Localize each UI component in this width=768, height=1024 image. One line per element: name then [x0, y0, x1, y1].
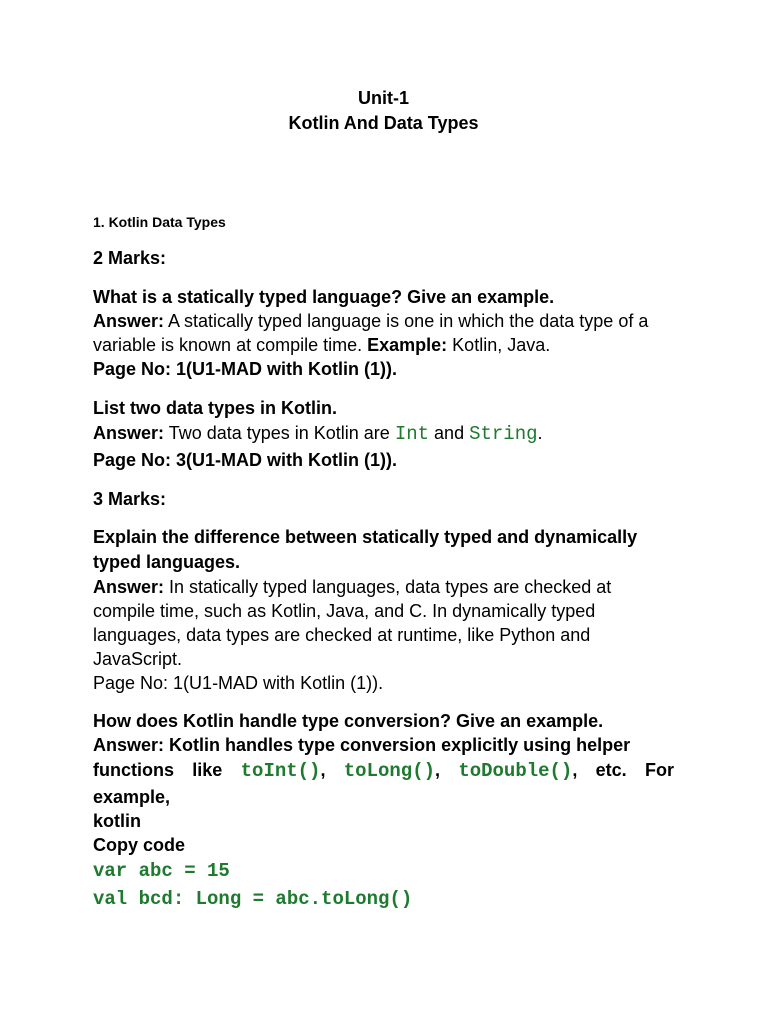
answer-functions-post: , etc. For — [572, 760, 674, 780]
answer-label: Answer: — [93, 577, 165, 597]
code-type-string: String — [469, 423, 538, 445]
answer-body: Two data types in Kotlin are — [164, 423, 395, 443]
document-page — [93, 86, 674, 913]
answer-text: Answer: Kotlin handles type conversion explicitly using helper — [93, 735, 631, 755]
code-fn-todouble: toDouble() — [458, 760, 573, 782]
question-text: Explain the difference between statically typed and dynamically typed languages. — [93, 527, 638, 572]
answer-text — [93, 420, 674, 448]
marks-3-heading: 3 Marks: — [93, 489, 167, 509]
answer-label: Answer: — [93, 311, 165, 331]
question-block — [93, 285, 674, 381]
question-text: How does Kotlin handle type conversion? Give an example. — [93, 711, 604, 731]
answer-end: . — [537, 423, 543, 443]
code-line: var abc = 15 — [93, 860, 230, 882]
example-label: Example: — [367, 335, 448, 355]
code-type-int: Int — [394, 423, 430, 445]
code-fn-tolong: toLong() — [343, 760, 435, 782]
section-heading: 1. Kotlin Data Types — [93, 214, 226, 230]
question-block — [93, 396, 674, 472]
answer-body: A statically typed language is one in which the data type of a variable is known at compile time. — [93, 311, 649, 355]
document-title: Kotlin And Data Types — [288, 113, 479, 133]
marks-2-heading: 2 Marks: — [93, 248, 167, 268]
answer-body: In statically typed languages, data types are checked at compile time, such as Kotlin, Java, and C. In dynamically typed languages, data types are checked at runtime, like Python and JavaScript. — [93, 577, 612, 669]
question-block — [93, 525, 674, 695]
answer-example-word: example, — [93, 787, 171, 807]
answer-connector: and — [429, 423, 470, 443]
code-fn-toint: toInt() — [240, 760, 321, 782]
question-text: List two data types in Kotlin. — [93, 398, 338, 418]
answer-text — [93, 575, 674, 671]
answer-functions-line — [93, 757, 674, 785]
separator: , — [320, 760, 344, 780]
page-reference: Page No: 3(U1-MAD with Kotlin (1)). — [93, 450, 397, 470]
answer-text — [93, 309, 674, 357]
copy-code-label: Copy code — [93, 835, 186, 855]
code-language-label: kotlin — [93, 811, 141, 831]
unit-title: Unit-1 — [358, 88, 409, 108]
page-reference: Page No: 1(U1-MAD with Kotlin (1)). — [93, 359, 397, 379]
page-reference: Page No: 1(U1-MAD with Kotlin (1)). — [93, 673, 384, 693]
separator: , — [435, 760, 459, 780]
example-body: Kotlin, Java. — [447, 335, 551, 355]
code-line: val bcd: Long = abc.toLong() — [93, 888, 413, 910]
answer-functions-pre: functions like — [93, 760, 241, 780]
question-block — [93, 709, 674, 913]
answer-label: Answer: — [93, 423, 165, 443]
question-text: What is a statically typed language? Give an example. — [93, 287, 555, 307]
